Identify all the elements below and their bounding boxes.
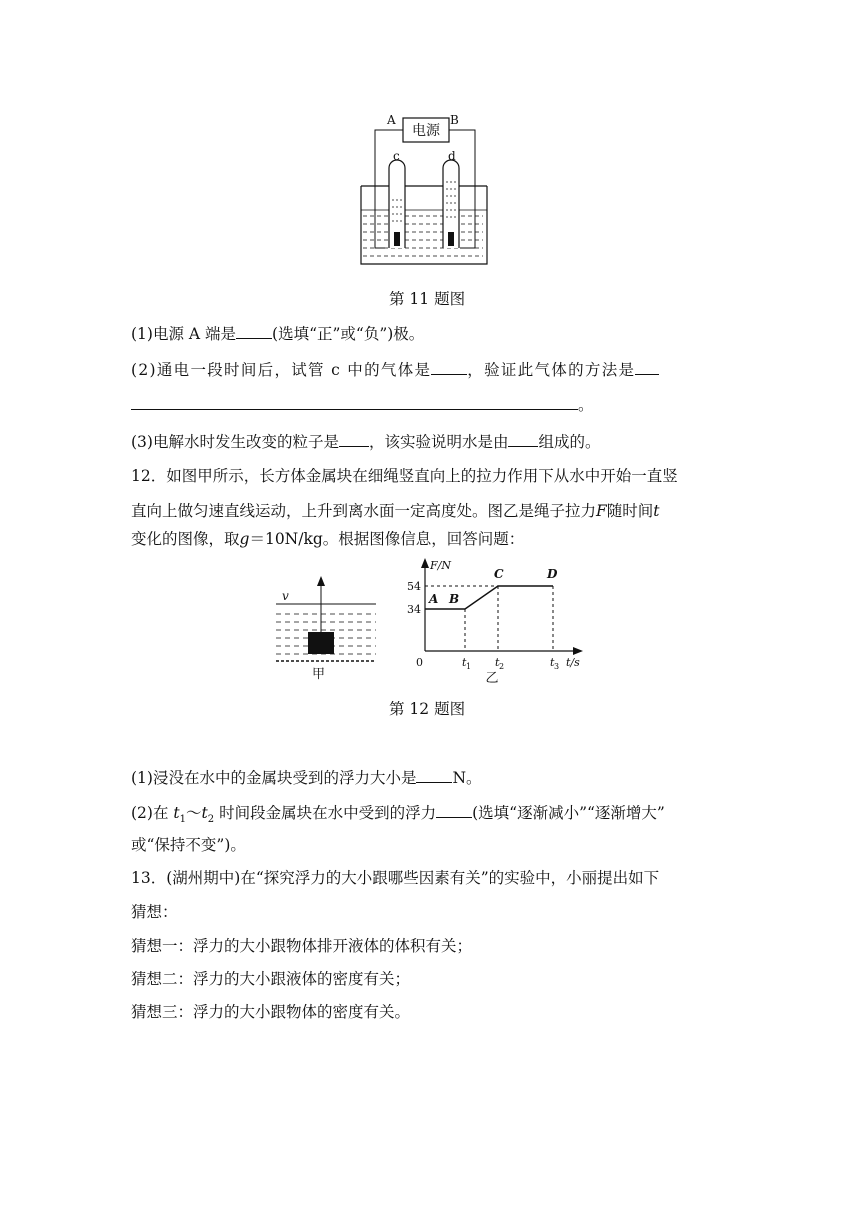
point-label-b: B (449, 592, 460, 606)
q13-stem-2: 猜想： (131, 903, 178, 921)
q13-stem-1: 13．(湖州期中)在“探究浮力的大小跟哪些因素有关”的实验中，小丽提出如下 (131, 869, 660, 887)
answer-blank[interactable] (436, 801, 472, 818)
point-label-c: C (494, 567, 504, 581)
x-tick-label: t (550, 656, 555, 669)
answer-blank[interactable] (339, 430, 369, 447)
answer-blank[interactable] (416, 766, 452, 783)
q11-part2-cont: 。 (131, 393, 594, 416)
y-axis (421, 558, 429, 651)
q12-part1: (1)浸没在水中的金属块受到的浮力大小是 N。 (131, 766, 482, 789)
q13-guess-1: 猜想一：浮力的大小跟物体排开液体的体积有关； (131, 937, 473, 955)
force-time-chart (392, 556, 592, 686)
chart-marks (407, 567, 559, 671)
q11-part3: (3)电解水时发生改变的粒子是 ，该实验说明水是由 组成的。 (131, 430, 601, 453)
figure-12-caption: 第 12 题图 (389, 700, 466, 718)
x-tick-subscript: 1 (466, 662, 472, 671)
power-label: 电源 (412, 123, 440, 139)
tube-c (389, 160, 405, 248)
beaker-water (363, 216, 483, 256)
q11-part2: (2)通电一段时间后，试管 c 中的气体是 ，验证此气体的方法是 (131, 358, 659, 381)
figure-11-caption: 第 11 题图 (389, 290, 466, 308)
y-tick-label: 34 (407, 603, 421, 616)
tube-d (443, 160, 459, 248)
q12-stem-3: 变化的图像，取g＝10N/kg。根据图像信息，回答问题： (131, 530, 525, 548)
answer-blank[interactable] (131, 393, 578, 410)
q12-part2: (2)在 $t_1\sim t_2$ 时间段金属块在水中受到的浮力 (选填“逐渐减小”“逐渐增大” (131, 801, 665, 831)
q13-guess-3: 猜想三：浮力的大小跟物体的密度有关。 (131, 1003, 411, 1021)
figure-yi-label: 乙 (485, 671, 499, 686)
x-tick-subscript: 3 (554, 662, 560, 671)
beaker (361, 186, 487, 264)
label-b: B (450, 113, 459, 127)
x-tick-label: t (462, 656, 467, 669)
q11-part1: (1)电源 A 端是 (选填“正”或“负”)极。 (131, 322, 424, 345)
point-label-a: A (429, 592, 439, 606)
x-axis (425, 647, 583, 655)
answer-blank[interactable] (236, 322, 272, 339)
tube-c-label: c (393, 149, 400, 163)
point-label-d: D (547, 567, 558, 581)
x-axis-label: t/s (566, 656, 580, 669)
x-tick-subscript: 2 (499, 662, 505, 671)
q13-guess-2: 猜想二：浮力的大小跟液体的密度有关； (131, 970, 411, 988)
electrolysis-figure (355, 108, 495, 273)
label-a: A (387, 113, 396, 127)
x-tick-label: 0 (416, 656, 423, 669)
x-tick-label: t (495, 656, 500, 669)
q12-stem-2: 直向上做匀速直线运动，上升到离水面一定高度处。图乙是绳子拉力F随时间t (131, 502, 660, 520)
answer-blank[interactable] (635, 358, 659, 375)
metal-block (308, 632, 334, 654)
figure-jia-label: 甲 (312, 667, 326, 682)
force-series-line (425, 586, 553, 609)
velocity-label: v (282, 589, 289, 603)
q12-stem-1: 12．如图甲所示，长方体金属块在细绳竖直向上的拉力作用下从水中开始一直竖 (131, 467, 678, 485)
tube-d-label: d (448, 149, 456, 163)
y-tick-label: 54 (407, 580, 421, 593)
y-axis-label: F/N (430, 559, 451, 572)
answer-blank[interactable] (431, 358, 467, 375)
figure-jia (272, 570, 382, 682)
q12-part2-cont: 或“保持不变”)。 (131, 836, 246, 854)
answer-blank[interactable] (508, 430, 538, 447)
